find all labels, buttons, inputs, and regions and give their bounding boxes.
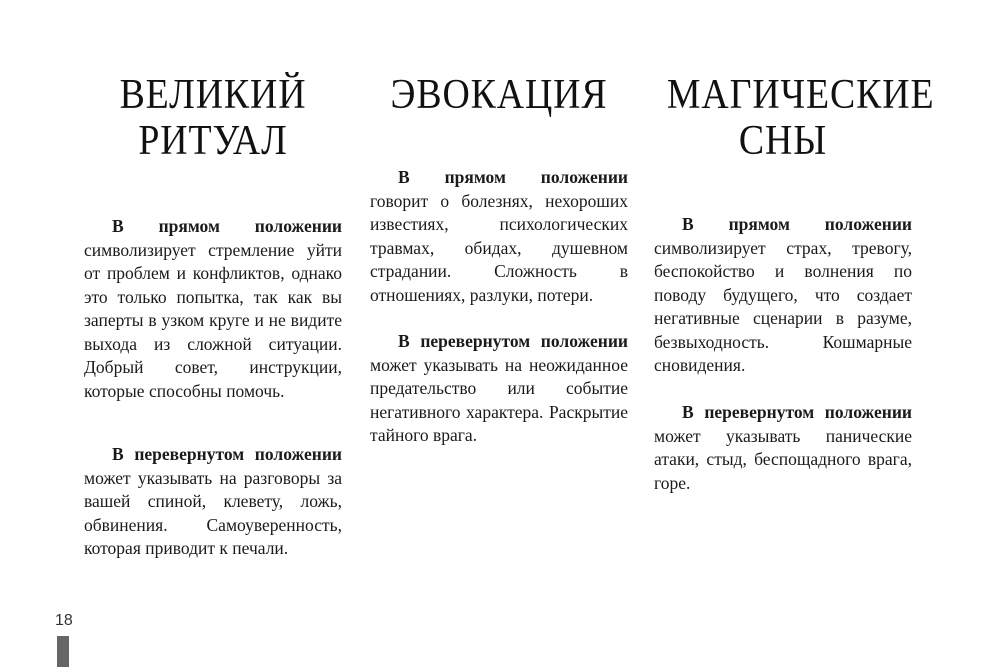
reversed-text: может указывать на разговоры за вашей спиной, клевету, ложь, обвинения. Самоуверенность, которая приводит к печали. [84, 467, 342, 558]
upright-text: символизирует стремление уйти от проблем и конфликтов, однако это только попытка, так как вы заперты в узком круге и не видите выхода из сложной ситуации. Добрый совет, инструкции, которые способны помочь. [84, 239, 342, 401]
reversed-text: может указывать на неожиданное предательство или событие негативного характера. Раскрытие тайного врага. [370, 354, 628, 445]
upright-text: символизирует страх, тревогу, беспокойство и волнения по поводу будущего, что создает негативные сценарии в разуме, безвыходность. Кошмарные сновидения. [654, 237, 912, 375]
upright-paragraph [654, 213, 912, 378]
page-edge-marker [57, 636, 69, 667]
reversed-label: В перевернутом положении [398, 331, 628, 351]
upright-text: говорит о болезнях, нехороших известиях, психологических травмах, обидах, душевном страдании. Сложность в отношениях, разлуки, потери. [370, 190, 628, 305]
card-title: МАГИЧЕСКИЕ СНЫ [666, 72, 935, 164]
card-title: ЭВОКАЦИЯ [390, 72, 608, 118]
reversed-label: В перевернутом положении [682, 402, 912, 422]
reversed-paragraph [84, 443, 342, 561]
upright-paragraph [370, 166, 628, 307]
reversed-label: В перевернутом положении [112, 444, 342, 464]
page-number: 18 [55, 612, 73, 629]
upright-label: В прямом положении [682, 214, 912, 234]
reversed-text: может указывать панические атаки, стыд, беспощадного врага, горе. [654, 425, 912, 493]
reversed-paragraph [370, 330, 628, 448]
upright-label: В прямом положении [112, 216, 342, 236]
reversed-paragraph [654, 401, 912, 495]
upright-paragraph [84, 215, 342, 403]
card-title: ВЕЛИКИЙ РИТУАЛ [119, 72, 307, 164]
upright-label: В прямом положении [398, 167, 628, 187]
